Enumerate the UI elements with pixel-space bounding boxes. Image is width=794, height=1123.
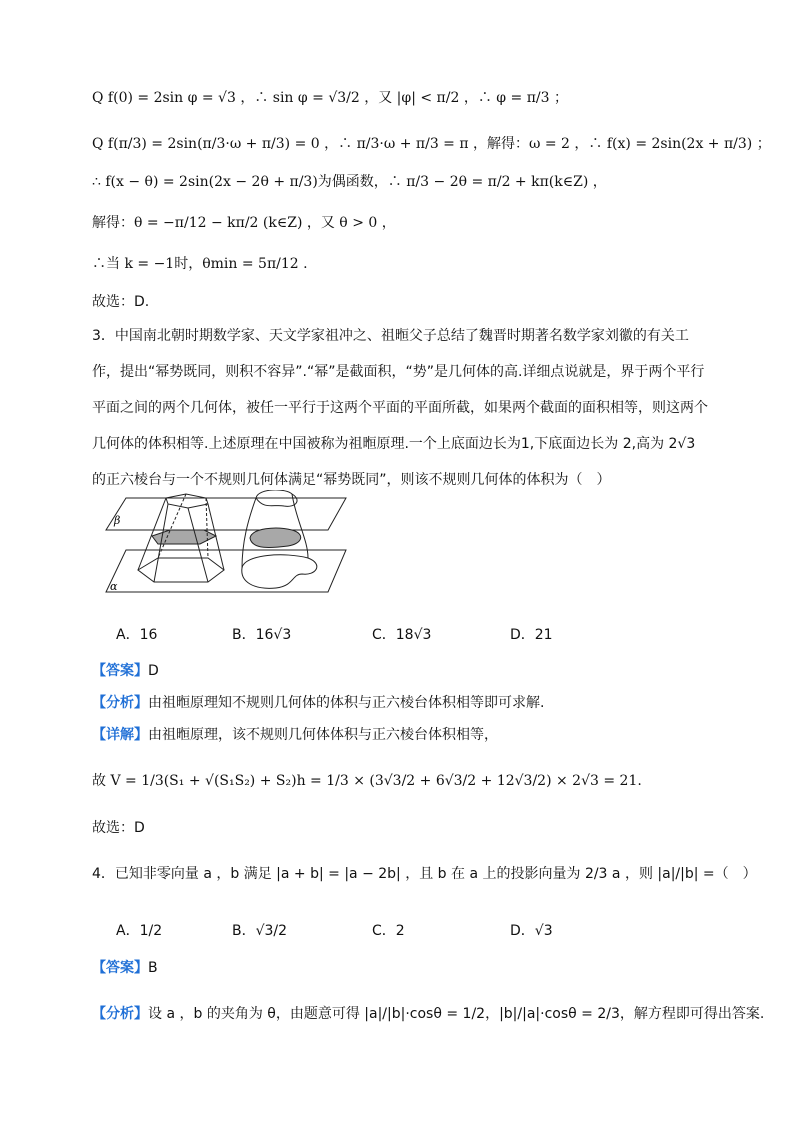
question-4-text: 4．已知非零向量 a ，b 满足 |a + b| = |a − 2b| ，且 b 在 a 上的投影向量为 2/3 a ，则 |a|/|b| =（ ） [92, 866, 757, 882]
q3-option-a: A．16 [116, 627, 158, 643]
q4-option-d: D．√3 [510, 923, 553, 939]
solution-line-1: Q f(0) = 2sin φ = √3 ，∴ sin φ = √3/2 ，又 |φ| < π/2 ，∴ φ = π/3 ； [92, 90, 568, 106]
q4-option-a: A．1/2 [116, 923, 163, 939]
solution-line-4: 解得：θ = −π/12 − kπ/2 (k∈Z) ，又 θ > 0 ， [92, 215, 396, 231]
q4-option-b: B．√3/2 [232, 923, 288, 939]
solution-conclusion: 故选：D. [92, 294, 150, 310]
q4-option-c: C．2 [372, 923, 405, 939]
question-3-text: 3．中国南北朝时期数学家、天文学家祖冲之、祖暅父子总结了魏晋时期著名数学家刘徽的有关工作，提出“幂势既同，则积不容异”.“幂”是截面积，“势”是几何体的高.详细点说就是，界于两个平行平面之间的两个几何体，被任一平行于这两个平面的平面所截，如果两个截面的面积相等，则这两个几何体的体积相等.上述原理在中国被称为祖暅原理.一个上底面边长为1,下底面边长为 2,高为 2√3 的正六棱台与一个不规则几何体满足“幂势既同”，则该不规则几何体的体积为（ ） [92, 328, 708, 488]
q3-option-b: B．16√3 [232, 627, 292, 643]
q3-formula: 故 V = 1/3(S₁ + √(S₁S₂) + S₂)h = 1/3 × (3√3/2 + 6√3/2 + 12√3/2) × 2√3 = 21. [92, 773, 642, 789]
solution-line-2: Q f(π/3) = 2sin(π/3·ω + π/3) = 0 ，∴ π/3·ω + π/3 = π ，解得：ω = 2 ，∴ f(x) = 2sin(2x + π/3) ； [92, 136, 771, 152]
q3-conclusion: 故选：D [92, 820, 145, 836]
zu-geng-figure [96, 490, 356, 600]
solution-line-5: ∴当 k = −1时，θmin = 5π/12 . [92, 256, 308, 272]
plane-beta-label: β [114, 514, 121, 527]
plane-alpha-label: α [110, 580, 118, 593]
q4-analysis: 【分析】设 a ，b 的夹角为 θ，由题意可得 |a|/|b|·cosθ = 1/2，|b|/|a|·cosθ = 2/3，解方程即可得出答案. [92, 1006, 765, 1022]
q3-detail: 【详解】由祖暅原理，该不规则几何体体积与正六棱台体积相等， [92, 727, 498, 743]
q3-option-d: D．21 [510, 627, 553, 643]
q3-option-c: C．18√3 [372, 627, 432, 643]
solution-line-3: ∴ f(x − θ) = 2sin(2x − 2θ + π/3)为偶函数，∴ π/3 − 2θ = π/2 + kπ(k∈Z) ， [92, 174, 607, 190]
q4-answer: 【答案】B [92, 960, 158, 976]
q3-analysis: 【分析】由祖暅原理知不规则几何体的体积与正六棱台体积相等即可求解. [92, 695, 545, 711]
q3-answer: 【答案】D [92, 663, 159, 679]
